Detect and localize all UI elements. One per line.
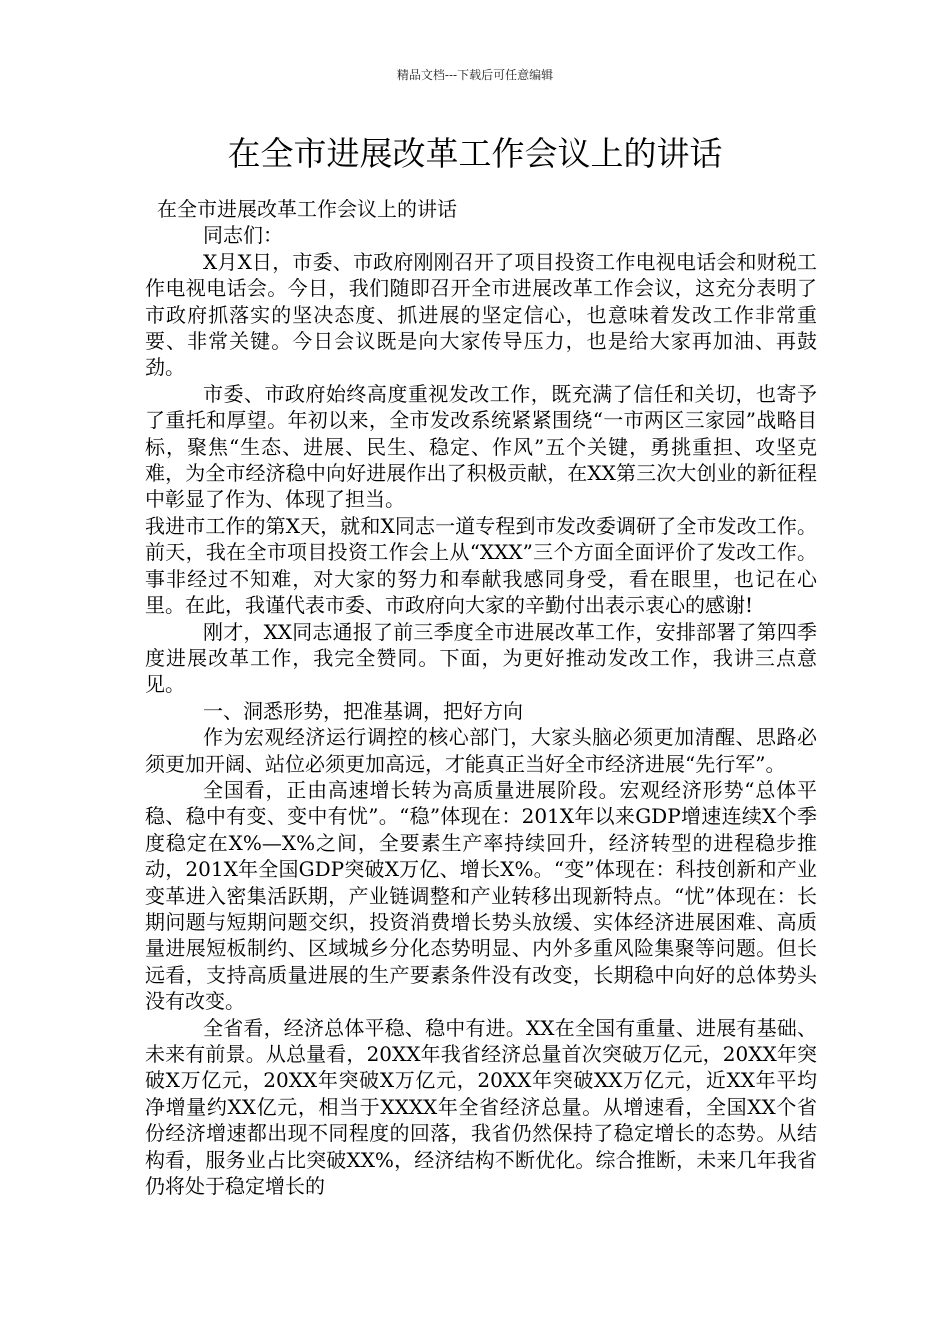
header-note: 精品文档---下载后可任意编辑 [396,68,554,82]
paragraph: 市委、市政府始终高度重视发改工作，既充满了信任和关切，也寄予了重托和厚望。年初以来，全市发改系统紧紧围绕“一市两区三家园”战略目标，聚焦“生态、进展、民生、稳定、作风”五个关键，勇挑重担、攻坚克难，为全市经济稳中向好进展作出了积极贡献，在XX第三次大创业的新征程中彰显了作为、体现了担当。 [145,381,817,512]
document-body [145,196,817,1199]
paragraph: 我进市工作的第X天，就和X同志一道专程到市发改委调研了全市发改工作。前天，我在全市项目投资工作会上从“XXX”三个方面全面评价了发改工作。事非经过不知难，对大家的努力和奉献我感同身受，看在眼里，也记在心里。在此，我谨代表市委、市政府向大家的辛勤付出表示衷心的感谢! [145,513,817,618]
paragraph: 全国看，正由高速增长转为高质量进展阶段。宏观经济形势“总体平稳、稳中有变、变中有忧”。“稳”体现在：201X年以来GDP增速连续X个季度稳定在X%—X%之间，全要素生产率持续回升，经济转型的进程稳步推动，201X年全国GDP突破X万亿、增长X%。“变”体现在：科技创新和产业变革进入密集活跃期，产业链调整和产业转移出现新特点。“忧”体现在：长期问题与短期问题交织，投资消费增长势头放缓、实体经济进展困难、高质量进展短板制约、区域城乡分化态势明显、内外多重风险集聚等问题。但长远看，支持高质量进展的生产要素条件没有改变，长期稳中向好的总体势头没有改变。 [145,777,817,1014]
paragraph: 作为宏观经济运行调控的核心部门，大家头脑必须更加清醒、思路必须更加开阔、站位必须更加高远，才能真正当好全市经济进展“先行军”。 [145,725,817,776]
paragraph-salutation: 同志们： [203,223,283,248]
paragraph: 刚才，XX同志通报了前三季度全市进展改革工作，安排部署了第四季度进展改革工作，我完全赞同。下面，为更好推动发改工作，我讲三点意见。 [145,619,817,697]
paragraph: 全省看，经济总体平稳、稳中有进。XX在全国有重量、进展有基础、未来有前景。从总量看，20XX年我省经济总量首次突破万亿元，20XX年突破X万亿元，20XX年突破X万亿元，20XX年突破XX万亿元，近XX年平均净增量约XX亿元，相当于XXXX年全省经济总量。从增速看，全国XX个省份经济增速都出现不同程度的回落，我省仍然保持了稳定增长的态势。从结构看，服务业占比突破XX%，经济结构不断优化。综合推断，未来几年我省仍将处于稳定增长的 [145,1015,817,1199]
paragraph-subtitle: 在全市进展改革工作会议上的讲话 [157,197,457,221]
paragraph: X月X日，市委、市政府刚刚召开了项目投资工作电视电话会和财税工作电视电话会。今日，我们随即召开全市进展改革工作会议，这充分表明了市政府抓落实的坚决态度、抓进展的坚定信心，也意味着发改工作非常重要、非常关键。今日会议既是向大家传导压力，也是给大家再加油、再鼓劲。 [145,249,817,380]
document-title: 在全市进展改革工作会议上的讲话 [227,134,723,173]
section-heading: 一、洞悉形势，把准基调，把好方向 [203,698,523,723]
